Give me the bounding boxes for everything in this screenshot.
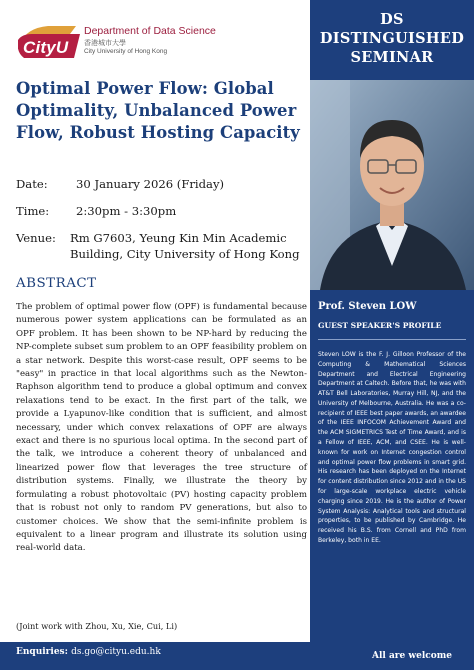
venue-value: Rm G7603, Yeung Kin Min Academic Building, City University of Hong Kong: [70, 231, 300, 261]
department-name: Department of Data Science: [84, 25, 216, 37]
abstract-body: The problem of optimal power flow (OPF) is fundamental because numerous power system applications can be formulated as an OPF problem. It has been shown to be NP-hard by reducing the NP-complete subset sum problem to an OPF feasibility problem on a star network. Despite this worst-case result, OPF seems to be "easy" in practice in that local algorithms such as the Newton-Raphson algorithm tend to produce a global optimum and convex relaxations tend to be exact. In the first part of the talk, we provide a Lyapunov-like condition that is sufficient, and almost necessary, under which convex relaxations of OPF are always exact and there is no spurious local optima. In the second part of the talk, we introduce a coherent theory of unbalanced and linearized power flow that leverages the tree structure of distribution systems. Finally, we illustrate the theory by formulating a robust photovoltaic (PV) hosting capacity problem that is robust not only to random PV generations, but also to customer choices. We show that the semi-infinite problem is equivalent to a linear program and illustrate its solution using real-world data.: [16, 302, 307, 554]
date-label: Date:: [16, 177, 48, 191]
talk-title: Optimal Power Flow: Global Optimality, Unbalanced Power Flow, Robust Hosting Capacity: [16, 79, 300, 142]
series-title-line-3: SEMINAR: [350, 49, 434, 66]
enquiries-email[interactable]: ds.go@cityu.edu.hk: [71, 647, 161, 657]
cityu-logo: [18, 22, 228, 62]
profile-divider: [318, 339, 466, 340]
cityu-logo-mark: [18, 22, 84, 62]
series-title: [310, 0, 474, 80]
venue-label: Venue:: [16, 231, 56, 245]
abstract-heading: ABSTRACT: [16, 276, 97, 291]
university-name-en: City University of Hong Kong: [84, 48, 168, 55]
time-label: Time:: [16, 204, 50, 218]
enquiries-label: Enquiries:: [16, 647, 68, 657]
time-value: 2:30pm - 3:30pm: [76, 204, 177, 218]
cityu-logo-word: CityU: [23, 38, 69, 57]
date-row: [16, 176, 316, 192]
speaker-name: Prof. Steven LOW: [318, 301, 417, 312]
speaker-bio: Steven LOW is the F. J. Gilloon Professor of the Computing & Mathematical Sciences Department and Electrical Engineering Department at Caltech. Before that, he was with AT&T Bell Laboratories, Murray Hill, NJ, and the University of Melbourne, Australia. He was a co-recipient of IEEE best paper awards, an awardee of the IEEE INFOCOM Achievement Award and the ACM SIGMETRICS Test of Time Award, and is a Fellow of IEEE, ACM, and CSEE. He is well-known for work on Internet congestion control and optimal power flow problems in smart grid. His research has been deployed on the Internet for content distribution since 2012 and in the US for large-scale workplace electric vehicle charging since 2019. He is the author of Power System Analysis: Analytical tools and structural properties, to be published by Cambridge. He received his B.S. from Cornell and PhD from Berkeley, both in EE.: [318, 351, 466, 544]
series-title-line-1: DS: [380, 11, 404, 28]
speaker-profile-heading: GUEST SPEAKER'S PROFILE: [318, 321, 442, 330]
time-row: [16, 203, 316, 219]
all-welcome-note: All are welcome: [372, 651, 453, 661]
series-title-line-2: DISTINGUISHED: [319, 30, 465, 47]
speaker-photo: [310, 80, 474, 290]
enquiries: [16, 647, 161, 657]
university-name-zh: 香港城市大學: [84, 40, 126, 47]
joint-work-note: (Joint work with Zhou, Xu, Xie, Cui, Li): [16, 621, 178, 631]
venue-row: [16, 230, 316, 264]
date-value: 30 January 2026 (Friday): [76, 177, 225, 191]
